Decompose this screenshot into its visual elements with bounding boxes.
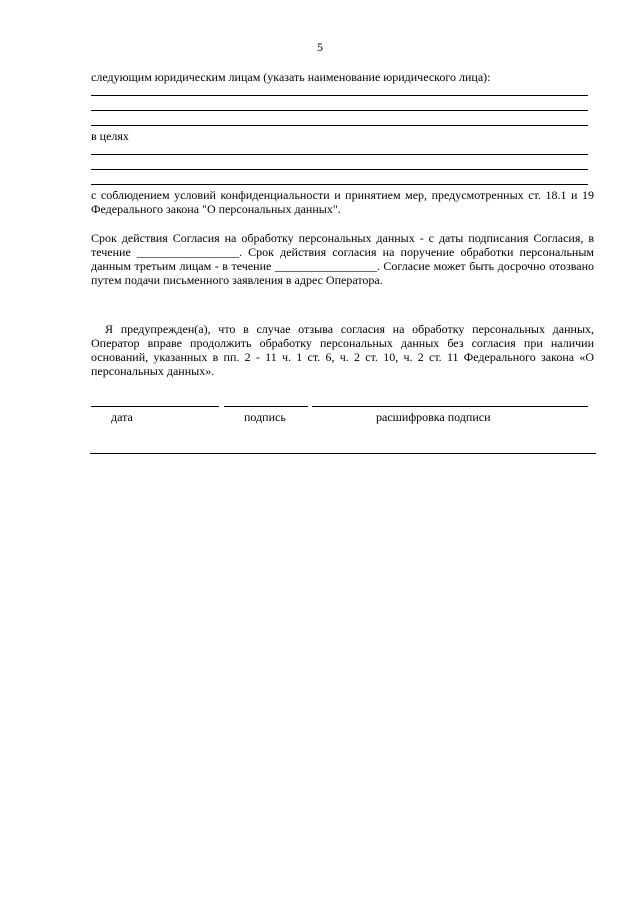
page-number: 5	[317, 40, 323, 54]
confidentiality-paragraph: с соблюдением условий конфиденциальности и принятием мер, предусмотренных ст. 18.1 и 19 Федерального закона "О персональных данных".	[91, 188, 594, 216]
blank-line-purpose-2	[91, 169, 588, 170]
warning-paragraph: Я предупрежден(а), что в случае отзыва согласия на обработку персональных данных, Оператор вправе продолжить обработку персональных данных без согласия при наличии оснований, указанных в пп. 2 - 11 ч. 1 ст. 6, ч. 2 ст. 10, ч. 2 ст. 11 Федерального закона «О персональных данных».	[91, 322, 594, 378]
validity-paragraph: Срок действия Согласия на обработку персональных данных - с даты подписания Согласия, в течение _________________. Срок действия согласия на поручение обработки персональным данным третьим лицам - в течение _________________. Согласие может быть досрочно отозвано путем подачи письменного заявления в адрес Оператора.	[91, 231, 594, 287]
purpose-label: в целях	[91, 129, 129, 143]
signature-line	[224, 406, 308, 407]
blank-line-recipients-3	[91, 125, 588, 126]
blank-line-purpose-1	[91, 154, 588, 155]
blank-line-recipients-2	[91, 110, 588, 111]
recipients-line: следующим юридическим лицам (указать наименование юридического лица):	[91, 70, 491, 84]
date-label: дата	[111, 410, 133, 424]
blank-line-purpose-3	[91, 184, 588, 185]
bottom-divider	[90, 453, 596, 454]
blank-line-recipients-1	[91, 95, 588, 96]
decoding-line	[312, 406, 588, 407]
date-line	[91, 406, 219, 407]
decoding-label: расшифровка подписи	[376, 410, 491, 424]
signature-label: подпись	[244, 410, 286, 424]
